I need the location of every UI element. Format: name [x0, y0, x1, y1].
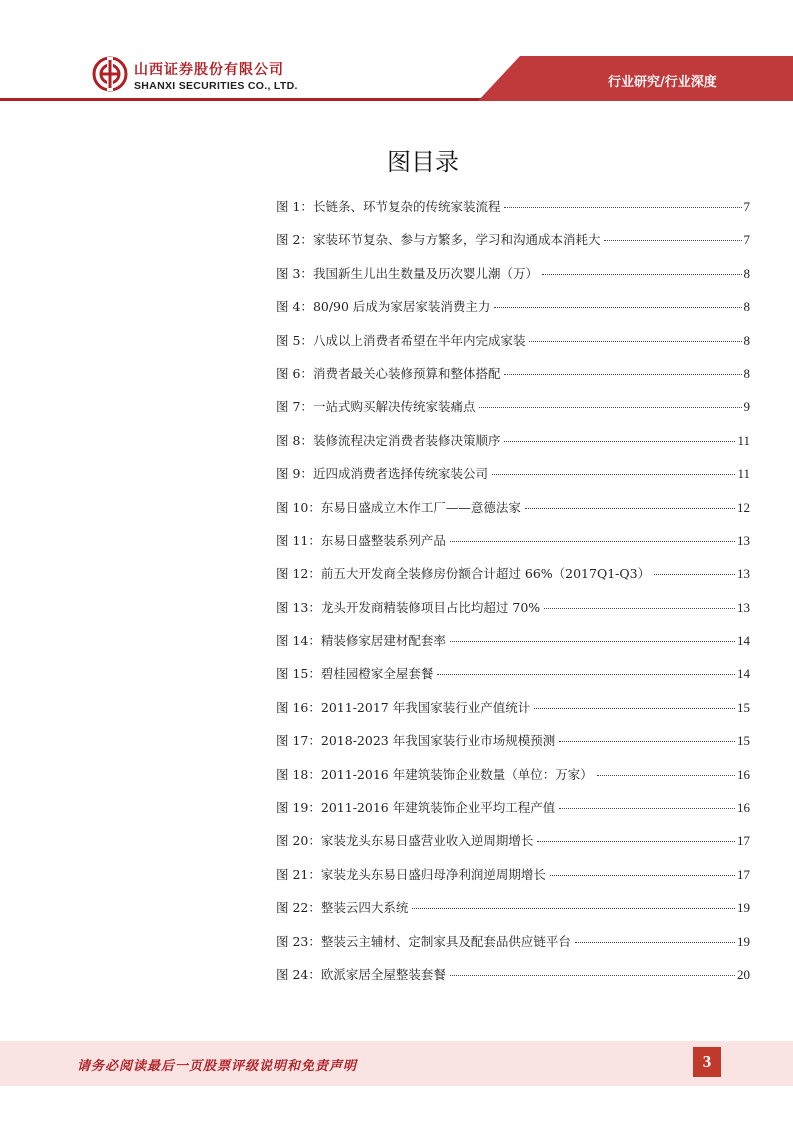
toc-page: 8 — [743, 265, 750, 281]
toc-entry[interactable] — [276, 965, 750, 998]
toc-leader — [494, 307, 741, 308]
toc-page: 8 — [743, 332, 750, 348]
toc-label: 图 20： — [276, 833, 321, 849]
toc-leader — [559, 741, 735, 742]
toc-entry[interactable] — [276, 765, 750, 798]
toc-entry[interactable] — [276, 464, 750, 497]
toc-title: 家装龙头东易日盛归母净利润逆周期增长 — [320, 866, 546, 882]
toc-entry[interactable] — [276, 631, 750, 664]
toc-leader — [504, 374, 741, 375]
toc-page: 14 — [737, 633, 750, 649]
toc-leader — [537, 841, 735, 842]
toc-label: 图 12： — [276, 566, 321, 582]
toc-label: 图 23： — [276, 933, 321, 949]
toc-leader — [575, 942, 735, 943]
toc-leader — [542, 274, 742, 275]
toc-entry[interactable] — [276, 698, 750, 731]
toc-label: 图 13： — [276, 599, 321, 615]
toc-leader — [654, 574, 735, 575]
toc-leader — [504, 441, 735, 442]
toc-leader — [550, 875, 735, 876]
toc-entry[interactable] — [276, 230, 750, 263]
toc-entry[interactable] — [276, 531, 750, 564]
toc-leader — [525, 508, 735, 509]
toc-title: 碧桂园橙家全屋套餐 — [320, 666, 434, 682]
toc-entry[interactable] — [276, 798, 750, 831]
figure-list — [276, 197, 750, 998]
toc-label: 图 7： — [276, 399, 313, 415]
toc-entry[interactable] — [276, 865, 750, 898]
toc-label: 图 9： — [276, 466, 313, 482]
toc-title: 我国新生儿出生数量及历次婴儿潮（万） — [312, 265, 538, 281]
disclaimer-text: 请务必阅读最后一页股票评级说明和免责声明 — [77, 1059, 358, 1074]
toc-label: 图 14： — [276, 633, 321, 649]
toc-title: 八成以上消费者希望在半年内完成家装 — [312, 332, 526, 348]
toc-page: 13 — [737, 532, 750, 548]
company-name-en: SHANXI SECURITIES CO., LTD. — [134, 80, 298, 92]
toc-entry[interactable] — [276, 564, 750, 597]
toc-leader — [492, 474, 736, 475]
toc-page: 7 — [743, 199, 750, 214]
toc-entry[interactable] — [276, 932, 750, 965]
toc-title: 长链条、环节复杂的传统家装流程 — [312, 199, 501, 214]
toc-entry[interactable] — [276, 831, 750, 864]
toc-page: 17 — [737, 866, 750, 882]
toc-page: 20 — [737, 966, 750, 982]
toc-label: 图 16： — [276, 699, 321, 715]
toc-leader — [597, 775, 735, 776]
toc-page: 11 — [737, 466, 750, 482]
report-category: 行业研究/行业深度 — [608, 75, 717, 90]
toc-label: 图 24： — [276, 966, 321, 982]
company-name-cn: 山西证券股份有限公司 — [134, 62, 284, 78]
toc-label: 图 19： — [276, 800, 321, 816]
toc-page: 14 — [737, 666, 750, 682]
toc-label: 图 17： — [276, 733, 321, 749]
toc-leader — [450, 641, 735, 642]
toc-entry[interactable] — [276, 197, 750, 230]
toc-entry[interactable] — [276, 297, 750, 330]
toc-entry[interactable] — [276, 498, 750, 531]
toc-label: 图 4： — [276, 299, 313, 315]
toc-title: 2018-2023 年我国家装行业市场规模预测 — [320, 733, 556, 749]
toc-page: 15 — [737, 733, 750, 749]
toc-entry[interactable] — [276, 331, 750, 364]
toc-title: 东易日盛成立木作工厂——意德法家 — [320, 499, 521, 515]
toc-page: 15 — [737, 699, 750, 715]
toc-page: 12 — [737, 499, 750, 515]
toc-page: 8 — [743, 365, 750, 381]
toc-leader — [450, 541, 735, 542]
toc-label: 图 21： — [276, 866, 321, 882]
toc-title: 装修流程决定消费者装修决策顺序 — [312, 432, 501, 448]
toc-title: 近四成消费者选择传统家装公司 — [312, 466, 488, 482]
toc-label: 图 5： — [276, 332, 313, 348]
toc-label: 图 6： — [276, 365, 313, 381]
toc-page: 16 — [737, 766, 750, 782]
toc-label: 图 22： — [276, 900, 321, 916]
toc-title: 一站式购买解决传统家装痛点 — [312, 399, 476, 415]
toc-leader — [450, 975, 735, 976]
toc-leader — [544, 608, 735, 609]
toc-leader — [504, 207, 741, 208]
toc-title: 龙头开发商精装修项目占比均超过 70% — [320, 599, 541, 615]
toc-entry[interactable] — [276, 898, 750, 931]
toc-label: 图 2： — [276, 232, 313, 248]
toc-entry[interactable] — [276, 664, 750, 697]
toc-leader — [529, 341, 741, 342]
toc-label: 图 10： — [276, 499, 321, 515]
toc-title: 欧派家居全屋整装套餐 — [320, 966, 446, 982]
toc-title: 家装环节复杂、参与方繁多，学习和沟通成本消耗大 — [312, 232, 601, 248]
toc-label: 图 1： — [276, 199, 313, 214]
toc-title: 东易日盛整装系列产品 — [320, 532, 446, 548]
toc-leader — [479, 407, 741, 408]
toc-page: 8 — [743, 299, 750, 315]
toc-label: 图 18： — [276, 766, 321, 782]
toc-label: 图 3： — [276, 265, 313, 281]
company-logo-icon — [92, 56, 128, 92]
toc-entry[interactable] — [276, 598, 750, 631]
toc-title: 2011-2016 年建筑装饰企业平均工程产值 — [320, 800, 556, 816]
toc-title: 整装云四大系统 — [320, 900, 409, 916]
toc-label: 图 11： — [276, 532, 321, 548]
toc-title: 80/90 后成为家居家装消费主力 — [312, 299, 491, 315]
toc-leader — [437, 674, 735, 675]
toc-title: 2011-2016 年建筑装饰企业数量（单位：万家） — [320, 766, 593, 782]
toc-title: 家装龙头东易日盛营业收入逆周期增长 — [320, 833, 534, 849]
toc-leader — [412, 908, 735, 909]
toc-title: 整装云主辅材、定制家具及配套品供应链平台 — [320, 933, 571, 949]
toc-page: 16 — [737, 800, 750, 816]
toc-label: 图 8： — [276, 432, 313, 448]
toc-entry[interactable] — [276, 264, 750, 297]
toc-entry[interactable] — [276, 431, 750, 464]
toc-label: 图 15： — [276, 666, 321, 682]
toc-title: 精装修家居建材配套率 — [320, 633, 446, 649]
toc-page: 7 — [743, 232, 750, 248]
toc-leader — [604, 240, 741, 241]
page-footer — [0, 1041, 793, 1086]
toc-title: 消费者最关心装修预算和整体搭配 — [312, 365, 501, 381]
toc-entry[interactable] — [276, 731, 750, 764]
page-header — [0, 0, 793, 112]
toc-title: 前五大开发商全装修房份额合计超过 66%（2017Q1-Q3） — [320, 566, 651, 582]
toc-page: 19 — [737, 933, 750, 949]
toc-page: 13 — [737, 599, 750, 615]
toc-page: 17 — [737, 833, 750, 849]
page-title: 图目录 — [387, 148, 459, 176]
toc-entry[interactable] — [276, 364, 750, 397]
toc-page: 11 — [737, 432, 750, 448]
page-number: 3 — [693, 1047, 721, 1077]
toc-page: 9 — [743, 399, 750, 415]
toc-page: 13 — [737, 566, 750, 582]
toc-entry[interactable] — [276, 397, 750, 430]
toc-leader — [559, 808, 735, 809]
toc-title: 2011-2017 年我国家装行业产值统计 — [320, 699, 531, 715]
toc-leader — [534, 708, 735, 709]
toc-page: 19 — [737, 900, 750, 916]
